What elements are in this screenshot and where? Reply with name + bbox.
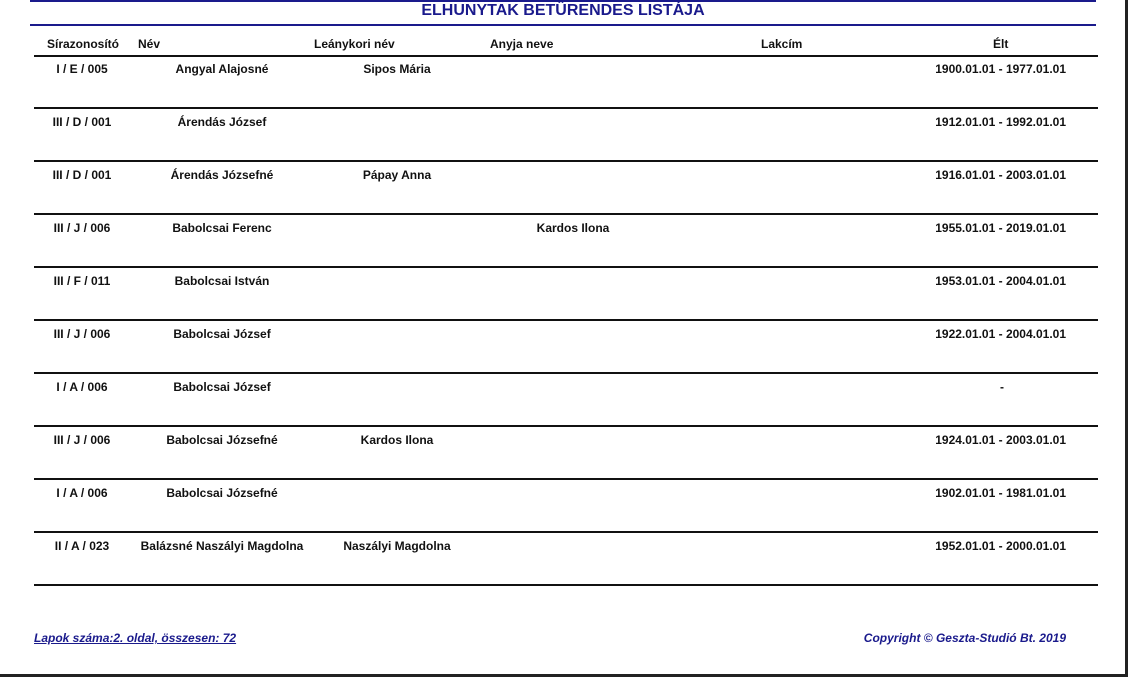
cell-id: II / A / 023 <box>54 539 110 553</box>
column-header-maiden-name: Leánykori név <box>314 37 395 51</box>
cell-lived: 1912.01.01 - 1992.01.01 <box>935 115 1066 129</box>
cell-lived: 1952.01.01 - 2000.01.01 <box>935 539 1066 553</box>
cell-id: I / E / 005 <box>56 62 108 76</box>
cell-mother-name: Kardos Ilona <box>536 221 610 235</box>
cell-maiden-name: Pápay Anna <box>362 168 432 182</box>
report-title: ELHUNYTAK BETŰRENDES LISTÁJA <box>421 2 705 19</box>
cell-lived: - <box>1000 380 1004 394</box>
cell-maiden-name: Kardos Ilona <box>360 433 434 447</box>
title-bottom-rule <box>30 24 1096 26</box>
cell-id: I / A / 006 <box>56 486 108 500</box>
cell-id: III / J / 006 <box>53 221 111 235</box>
table-row <box>34 109 1098 162</box>
table-row <box>34 480 1098 533</box>
table-row <box>34 321 1098 374</box>
cell-id: III / J / 006 <box>53 327 111 341</box>
table-row <box>34 268 1098 321</box>
cell-id: III / D / 001 <box>52 115 112 129</box>
table-row <box>34 56 1098 109</box>
column-header-lived: Élt <box>993 37 1009 51</box>
cell-lived: 1924.01.01 - 2003.01.01 <box>935 433 1066 447</box>
cell-lived: 1900.01.01 - 1977.01.01 <box>935 62 1066 76</box>
cell-name: Babolcsai Józsefné <box>166 486 278 500</box>
page-count-link[interactable]: Lapok száma:2. oldal, összesen: 72 <box>34 631 237 645</box>
column-header-id: Sírazonosító <box>47 37 120 51</box>
cell-lived: 1916.01.01 - 2003.01.01 <box>935 168 1066 182</box>
cell-lived: 1953.01.01 - 2004.01.01 <box>935 274 1066 288</box>
cell-id: III / D / 001 <box>52 168 112 182</box>
column-header-address: Lakcím <box>761 37 803 51</box>
cell-name: Babolcsai István <box>174 274 270 288</box>
cell-name: Babolcsai Józsefné <box>166 433 278 447</box>
cell-name: Árendás Józsefné <box>170 168 274 182</box>
table-row <box>34 162 1098 215</box>
cell-name: Babolcsai József <box>173 327 271 341</box>
column-header-mother-name: Anyja neve <box>490 37 554 51</box>
cell-lived: 1902.01.01 - 1981.01.01 <box>935 486 1066 500</box>
cell-name: Angyal Alajosné <box>175 62 269 76</box>
cell-name: Babolcsai József <box>173 380 271 394</box>
copyright-notice: Copyright © Geszta-Studió Bt. 2019 <box>863 631 1066 645</box>
cell-maiden-name: Naszályi Magdolna <box>343 539 451 553</box>
table-row <box>34 374 1098 427</box>
cell-lived: 1922.01.01 - 2004.01.01 <box>935 327 1066 341</box>
table-row <box>34 533 1098 586</box>
row-divider <box>34 584 1098 586</box>
column-header-name: Név <box>138 37 161 51</box>
cell-name: Babolcsai Ferenc <box>172 221 272 235</box>
table-row <box>34 427 1098 480</box>
cell-id: I / A / 006 <box>56 380 108 394</box>
cell-lived: 1955.01.01 - 2019.01.01 <box>935 221 1066 235</box>
table-row <box>34 215 1098 268</box>
cell-id: III / F / 011 <box>53 274 111 288</box>
cell-name: Árendás József <box>177 115 267 129</box>
cell-id: III / J / 006 <box>53 433 111 447</box>
cell-maiden-name: Sipos Mária <box>363 62 431 76</box>
cell-name: Balázsné Naszályi Magdolna <box>140 539 304 553</box>
